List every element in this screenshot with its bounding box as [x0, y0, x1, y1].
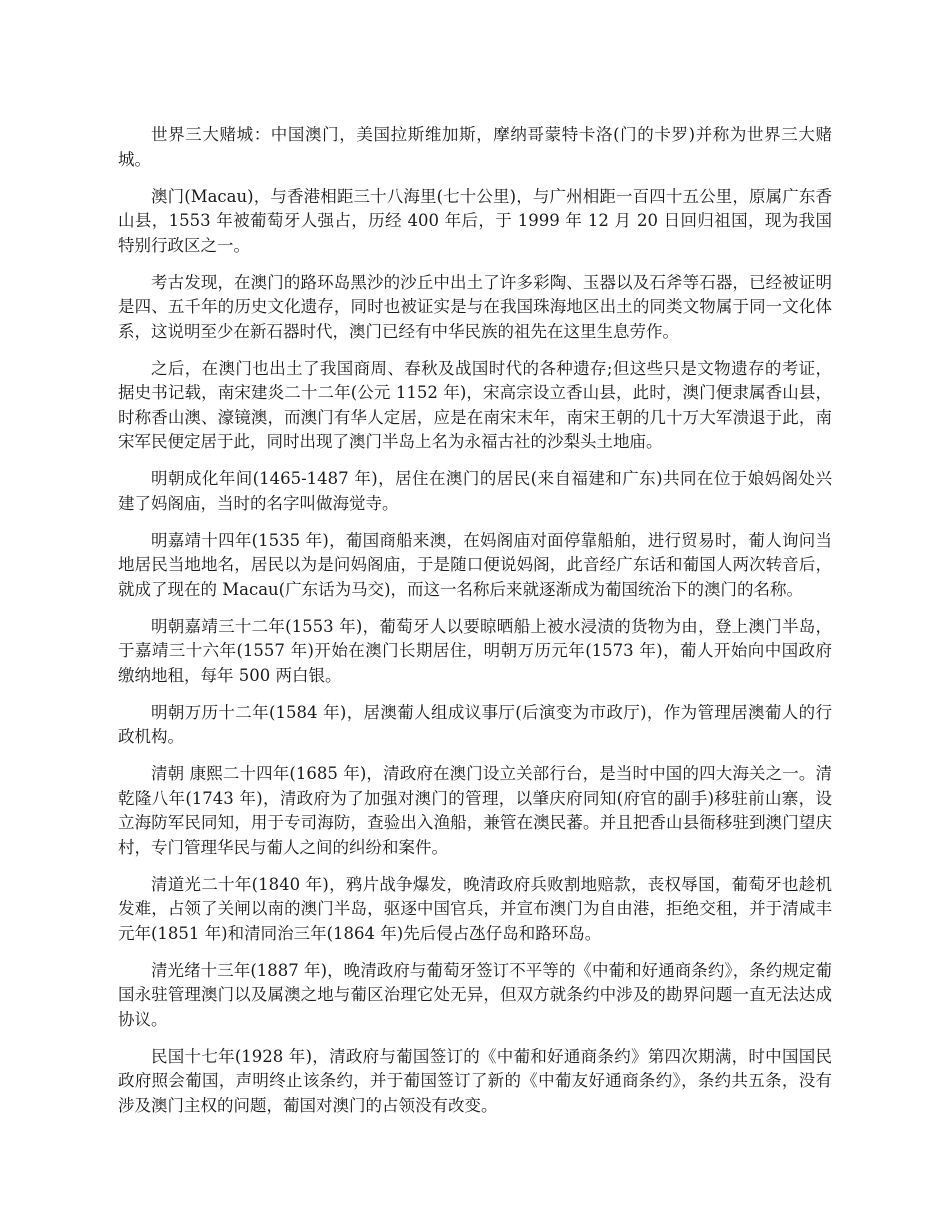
paragraph-6: 明嘉靖十四年(1535 年)，葡国商船来澳，在妈阁庙对面停靠船舶，进行贸易时，葡人询问当地居民当地地名，居民以为是问妈阁庙，于是随口便说妈阁，此音经广东话和葡国人两次转音后，就成了现在的 Macau(广东话为马交)，而这一名称后来就逐渐成为葡国统治下的澳门的名称。: [118, 530, 832, 599]
paragraph-5: 明朝成化年间(1465-1487 年)，居住在澳门的居民(来自福建和广东)共同在位于娘妈阁处兴建了妈阁庙，当时的名字叫做海觉寺。: [118, 469, 832, 513]
paragraph-11: 清光绪十三年(1887 年)，晚清政府与葡萄牙签订不平等的《中葡和好通商条约》，条约规定葡国永驻管理澳门以及属澳之地与葡区治理它处无异，但双方就条约中涉及的勘界问题一直无法达成协议。: [118, 960, 832, 1029]
paragraph-8: 明朝万历十二年(1584 年)，居澳葡人组成议事厅(后演变为市政厅)，作为管理居澳葡人的行政机构。: [118, 702, 832, 746]
paragraph-4: 之后，在澳门也出土了我国商周、春秋及战国时代的各种遗存;但这些只是文物遗存的考证，据史书记载，南宋建炎二十二年(公元 1152 年)，宋高宗设立香山县，此时，澳门便隶属香山县，时称香山澳、濠镜澳，而澳门有华人定居，应是在南宋末年，南宋王朝的几十万大军溃退于此，南宋军民便定居于此，同时出现了澳门半岛上名为永福古社的沙梨头土地庙。: [118, 358, 832, 451]
paragraph-2: 澳门(Macau)，与香港相距三十八海里(七十公里)，与广州相距一百四十五公里，原属广东香山县，1553 年被葡萄牙人强占，历经 400 年后，于 1999 年 12 月 20 日回归祖国，现为我国特别行政区之一。: [118, 186, 832, 255]
paragraph-9: 清朝 康熙二十四年(1685 年)，清政府在澳门设立关部行台，是当时中国的四大海关之一。清乾隆八年(1743 年)，清政府为了加强对澳门的管理，以肇庆府同知(府官的副手)移驻前山寨，设立海防军民同知，用于专司海防，查验出入渔船，兼管在澳民蕃。并且把香山县衙移驻到澳门望庆村，专门管理华民与葡人之间的纠纷和案件。: [118, 764, 832, 857]
document-page: [118, 123, 832, 1131]
paragraph-10: 清道光二十年(1840 年)，鸦片战争爆发，晚清政府兵败割地赔款，丧权辱国，葡萄牙也趁机发难，占领了关闸以南的澳门半岛，驱逐中国官兵，并宣布澳门为自由港，拒绝交租，并于清咸丰元年(1851 年)和清同治三年(1864 年)先后侵占氹仔岛和路环岛。: [118, 874, 832, 943]
paragraph-3: 考古发现，在澳门的路环岛黑沙的沙丘中出土了许多彩陶、玉器以及石斧等石器，已经被证明是四、五千年的历史文化遗存，同时也被证实是与在我国珠海地区出土的同类文物属于同一文化体系，这说明至少在新石器时代，澳门已经有中华民族的祖先在这里生息劳作。: [118, 272, 832, 341]
paragraph-7: 明朝嘉靖三十二年(1553 年)，葡萄牙人以要晾晒船上被水浸渍的货物为由，登上澳门半岛，于嘉靖三十六年(1557 年)开始在澳门长期居住，明朝万历元年(1573 年)，葡人开始向中国政府缴纳地租，每年 500 两白银。: [118, 616, 832, 685]
paragraph-12: 民国十七年(1928 年)，清政府与葡国签订的《中葡和好通商条约》第四次期满，时中国国民政府照会葡国，声明终止该条约，并于葡国签订了新的《中葡友好通商条约》，条约共五条，没有涉及澳门主权的问题，葡国对澳门的占领没有改变。: [118, 1046, 832, 1115]
paragraph-1: 世界三大赌城：中国澳门，美国拉斯维加斯，摩纳哥蒙特卡洛(门的卡罗)并称为世界三大赌城。: [118, 125, 832, 169]
